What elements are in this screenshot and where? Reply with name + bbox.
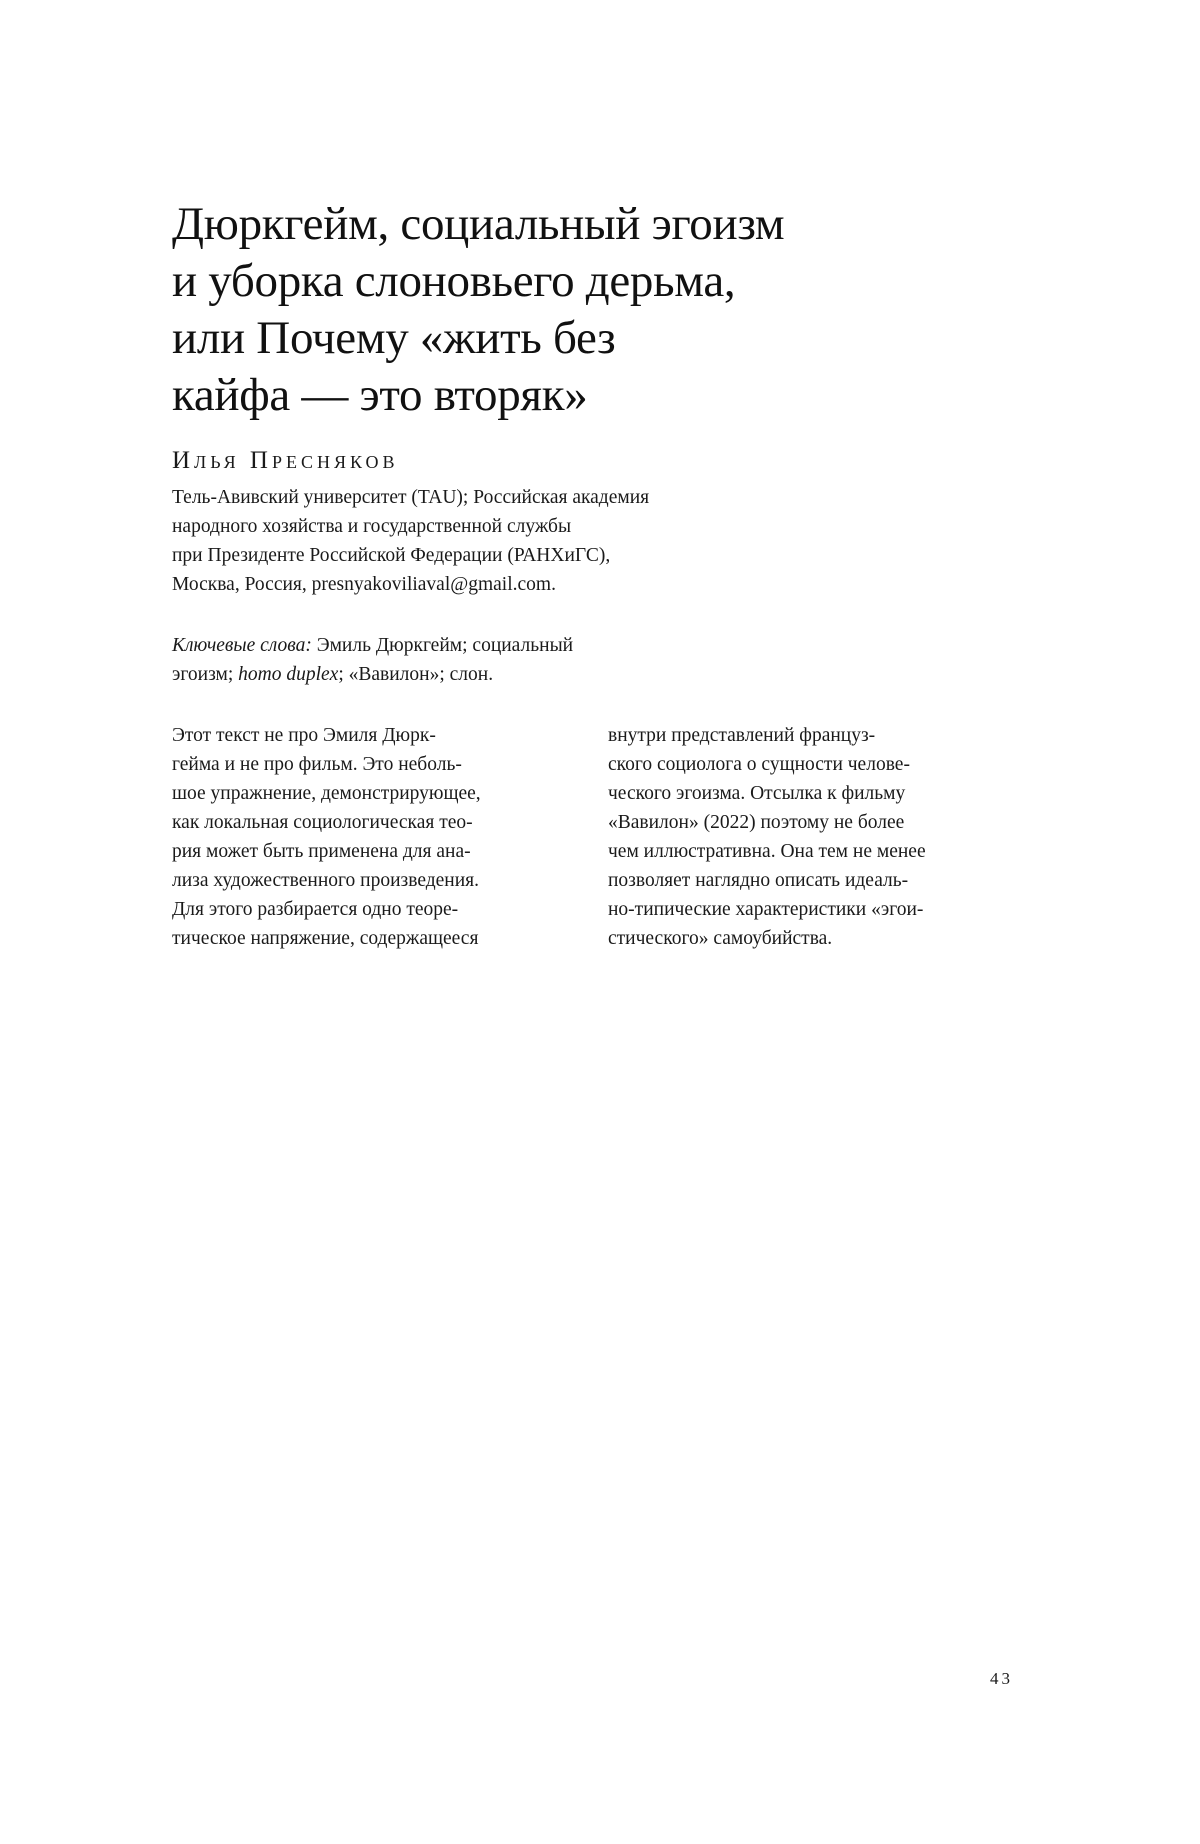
keywords xyxy=(172,631,573,689)
author-affiliation xyxy=(172,483,649,599)
abstract-line: «Вавилон» (2022) поэтому не более xyxy=(608,812,905,833)
keywords-text: ; «Вавилон»; слон. xyxy=(338,664,494,685)
abstract-line: гейма и не про фильм. Это неболь- xyxy=(172,754,462,775)
affiliation-line: Тель-Авивский университет (TAU); Российская академия xyxy=(172,487,650,508)
abstract-line: внутри представлений француз- xyxy=(608,725,876,746)
page-number: 43 xyxy=(990,1669,1013,1688)
title-line: и уборка слоновьего дерьма, xyxy=(172,255,736,307)
abstract-line: Этот текст не про Эмиля Дюрк- xyxy=(172,725,436,746)
affiliation-line: Москва, Россия, presnyakoviliaval@gmail.com. xyxy=(172,574,556,595)
abstract-line: тическое напряжение, содержащееся xyxy=(172,928,479,949)
title-line: Дюркгейм, социальный эгоизм xyxy=(172,198,785,250)
abstract-column-left xyxy=(172,721,481,953)
author-name: Илья Пресняков xyxy=(172,447,399,474)
abstract-line: шое упражнение, демонстрирующее, xyxy=(172,783,481,804)
affiliation-line: народного хозяйства и государственной службы xyxy=(172,516,572,537)
keywords-line xyxy=(172,660,573,689)
keywords-line xyxy=(172,631,573,660)
keywords-text: Эмиль Дюркгейм; социальный xyxy=(311,635,574,656)
abstract-line: ческого эгоизма. Отсылка к фильму xyxy=(608,783,906,804)
abstract-line: стического» самоубийства. xyxy=(608,928,833,949)
abstract-line: чем иллюстративна. Она тем не менее xyxy=(608,841,926,862)
keywords-label: Ключевые слова: xyxy=(172,635,312,656)
title-line: или Почему «жить без xyxy=(172,312,616,364)
abstract-line: как локальная социологическая тео- xyxy=(172,812,473,833)
affiliation-line: при Президенте Российской Федерации (РАНХиГС), xyxy=(172,545,611,566)
abstract-line: ского социолога о сущности челове- xyxy=(608,754,910,775)
title-line: кайфа — это вторяк» xyxy=(172,369,588,421)
keyword-homo-duplex: homo duplex xyxy=(238,664,339,685)
abstract-line: лиза художественного произведения. xyxy=(172,870,480,891)
article-title xyxy=(172,196,932,424)
abstract-column-right xyxy=(608,721,926,953)
keywords-text: эгоизм; xyxy=(172,664,239,685)
abstract-line: позволяет наглядно описать идеаль- xyxy=(608,870,909,891)
abstract-line: Для этого разбирается одно теоре- xyxy=(172,899,459,920)
abstract-line: рия может быть применена для ана- xyxy=(172,841,471,862)
abstract-line: но-типические характеристики «эгои- xyxy=(608,899,924,920)
